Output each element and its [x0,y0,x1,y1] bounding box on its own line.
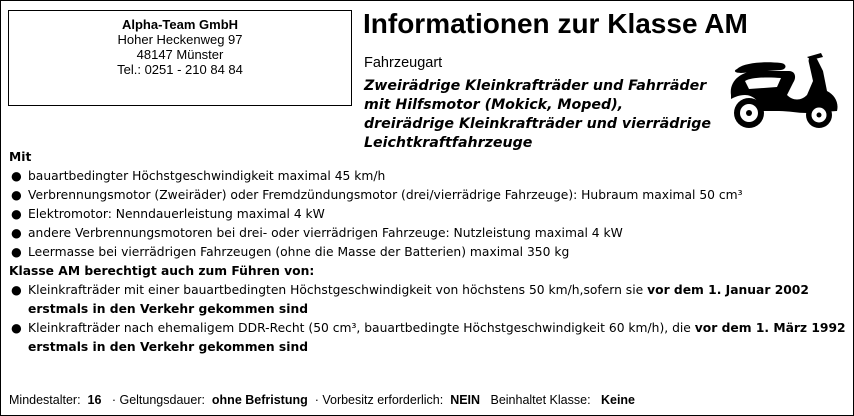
moped-icon [723,51,843,131]
list-item-emphasis: vor dem 1. Januar 2002 erstmals in den Verkehr gekommen sind [28,283,809,316]
list-item [9,319,847,357]
list-item-text: andere Verbrennungsmotoren bei drei- oder vierrädrigen Fahrzeuge: Nutzleistung maximal 4 kW [28,226,623,240]
company-address-box [8,10,352,106]
page-title: Informationen zur Klasse AM [363,8,748,39]
validity-label: · Geltungsdauer: [111,393,205,407]
vehicle-desc-line: Leichtkraftfahrzeuge [364,135,533,151]
company-city: 48147 Münster [136,47,224,62]
section-heading: Klasse AM berechtigt auch zum Führen von: [9,264,315,278]
vehicle-desc-line: dreirädrige Kleinkrafträder und vierrädrige [364,116,712,132]
list-item-text: Kleinkrafträder mit einer bauartbedingten Höchstgeschwindigkeit von höchstens 50 km/h,sofern sie [28,283,648,297]
list-item [9,224,847,243]
section-heading: Mit [9,150,32,164]
list-item [9,167,847,186]
bullet-icon: ● [11,226,22,240]
validity-value: ohne Befristung [211,393,308,407]
class-details [9,148,847,357]
min-age-label: Mindestalter: [9,393,81,407]
list-item-text: Kleinkrafträder nach ehemaligem DDR-Recht (50 cm³, bauartbedingte Höchstgeschwindigkeit 60 km/h), die [28,321,695,335]
list-item-text: Verbrennungsmotor (Zweiräder) oder Fremdzündungsmotor (drei/vierrädrige Fahrzeuge): Hubraum maximal 50 cm³ [28,188,743,202]
company-street: Hoher Heckenweg 97 [117,32,243,47]
bullet-icon: ● [11,321,22,335]
entitlements-list [9,281,847,357]
company-phone: Tel.: 0251 - 210 84 84 [117,62,243,77]
list-item-text: bauartbedingter Höchstgeschwindigkeit maximal 45 km/h [28,169,386,183]
includes-class-label: Beinhaltet Klasse: [490,393,591,407]
company-name: Alpha-Team GmbH [121,17,239,32]
vehicle-desc-line: mit Hilfsmotor (Mokick, Moped), [364,97,624,113]
footer-summary [9,392,635,408]
list-item [9,205,847,224]
includes-class-value: Keine [600,393,636,407]
prior-possession-value: NEIN [450,393,481,407]
vehicle-type-description [364,77,724,153]
list-item-text: Leermasse bei vierrädrigen Fahrzeugen (ohne die Masse der Batterien) maximal 350 kg [28,245,570,259]
list-item-emphasis: vor dem 1. März 1992 erstmals in den Verkehr gekommen sind [28,321,846,354]
list-item [9,243,847,262]
bullet-icon: ● [11,283,22,297]
list-item-text: Elektromotor: Nenndauerleistung maximal 4 kW [28,207,325,221]
prior-possession-label: · Vorbesitz erforderlich: [314,393,444,407]
min-age-value: 16 [87,393,102,407]
list-item [9,186,847,205]
bullet-icon: ● [11,169,22,183]
bullet-icon: ● [11,245,22,259]
requirements-list [9,167,847,262]
bullet-icon: ● [11,207,22,221]
bullet-icon: ● [11,188,22,202]
vehicle-desc-line: Zweirädrige Kleinkrafträder und Fahrräder [364,78,707,94]
vehicle-type-label: Fahrzeugart [364,55,443,71]
list-item [9,281,847,319]
